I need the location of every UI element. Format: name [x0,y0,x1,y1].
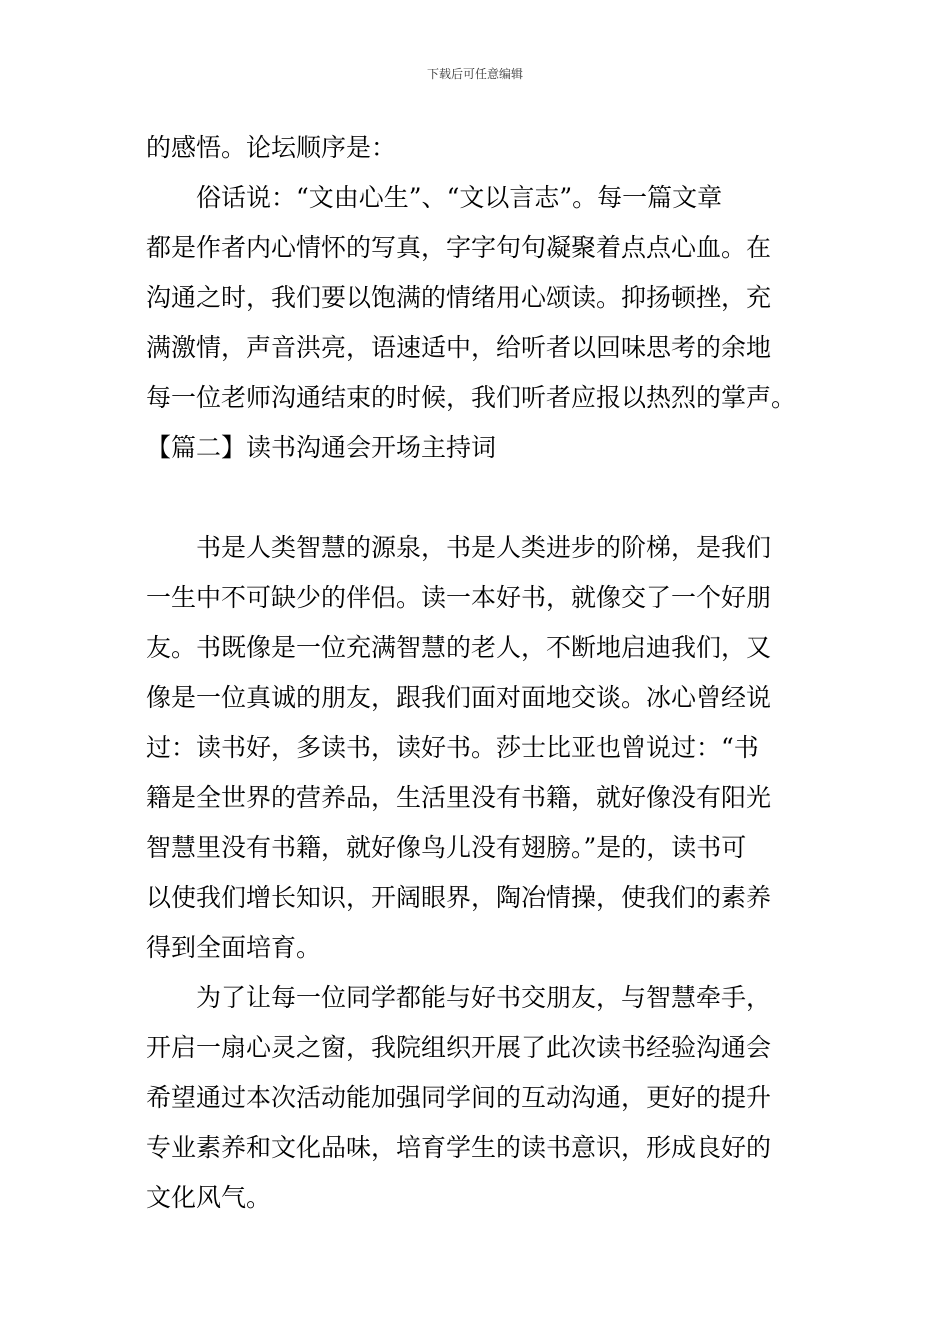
text-line: 像是一位真诚的朋友，跟我们面对面地交谈。冰心曾经说 [146,683,772,712]
section-heading: 【篇二】读书沟通会开场主持词 [146,433,497,462]
text-line: 沟通之时，我们要以饱满的情绪用心颂读。抑扬顿挫，充 [146,283,772,312]
text-line: 满激情，声音洪亮，语速适中，给听者以回味思考的余地 [146,333,772,362]
text-line: 文化风气。 [146,1183,272,1212]
paragraph-first-line: 为了让每一位同学都能与好书交朋友，与智慧牵手， [146,983,772,1012]
text-line: 希望通过本次活动能加强同学间的互动沟通，更好的提升 [146,1083,772,1112]
page-header: 下载后可任意编辑 [426,67,523,81]
text-line: 每一位老师沟通结束的时候，我们听者应报以热烈的掌声。 [146,383,797,412]
text-line: 籍是全世界的营养品，生活里没有书籍，就好像没有阳光 [146,783,772,812]
paragraph-first-line: 书是人类智慧的源泉，书是人类进步的阶梯，是我们 [146,533,772,562]
text-line: 开启一扇心灵之窗，我院组织开展了此次读书经验沟通会 [146,1033,772,1062]
text-line: 的感悟。论坛顺序是： [146,133,397,162]
text-line: 得到全面培育。 [146,933,322,962]
text-line: 一生中不可缺少的伴侣。读一本好书，就像交了一个好朋 [146,583,772,612]
text-line: 都是作者内心情怀的写真，字字句句凝聚着点点心血。在 [146,233,772,262]
text-line: 过：读书好，多读书，读好书。莎士比亚也曾说过：“书 [146,733,759,762]
text-line: 专业素养和文化品味，培育学生的读书意识，形成良好的 [146,1133,772,1162]
text-line: 以使我们增长知识，开阔眼界，陶冶情操，使我们的素养 [146,883,772,912]
text-line: 友。书既像是一位充满智慧的老人，不断地启迪我们，又 [146,633,772,662]
paragraph-first-line: 俗话说：“文由心生”、“文以言志”。每一篇文章 [146,183,723,212]
text-line: 智慧里没有书籍，就好像鸟儿没有翅膀。”是的，读书可 [146,833,747,862]
